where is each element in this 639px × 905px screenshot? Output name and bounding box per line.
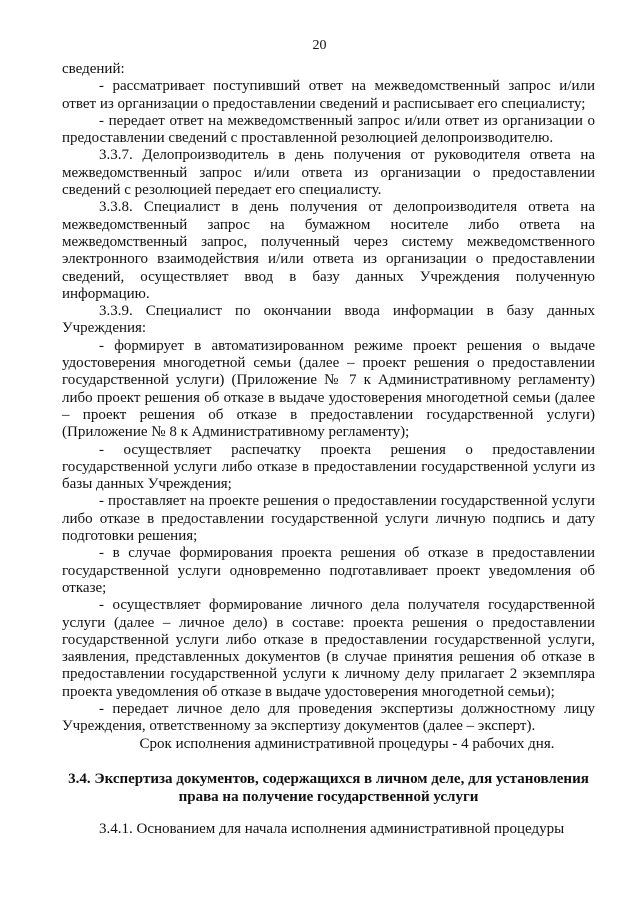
paragraph: 3.3.7. Делопроизводитель в день получения от руководителя ответа на межведомственный запрос и/или ответа из организации о предоставлении сведений с резолюцией передает его специалисту. [62,147,595,199]
paragraph: - осуществляет распечатку проекта решения о предоставлении государственной услуги либо отказе в предоставлении государственной услуги из базы данных Учреждения; [62,441,595,493]
paragraph: - осуществляет формирование личного дела получателя государственной услуги (далее – личное дело) в составе: проекта решения о предоставлении государственной услуги либо отказе в предоставлении государственной услуги, заявления, представленных документов (в случае принятия решения об отказе в предоставлении государственной услуги к личному делу прилагает 2 экземпляра проекта уведомления об отказе в выдаче удостоверения многодетной семьи); [62,597,595,700]
page-number: 20 [312,38,327,53]
document-body [62,61,595,838]
text-block-top [62,61,595,753]
paragraph: - формирует в автоматизированном режиме проект решения о выдаче удостоверения многодетной семьи (далее – проект решения о предоставлении государственной услуги) (Приложение № 7 к Административному регламенту) либо проект решения об отказе в выдаче удостоверения многодетной семьи (далее – проект решения об отказе в предоставлении государственной услуги) (Приложение № 8 к Административному регламенту); [62,337,595,441]
paragraph: 3.3.8. Специалист в день получения от делопроизводителя ответа на межведомственный запрос на бумажном носителе либо ответа на межведомственный запрос, полученный через систему межведомственного электронного взаимодействия и/или ответа из организации о предоставлении сведений, осуществляет ввод в базу данных Учреждения полученную информацию. [62,199,595,302]
paragraph: 3.3.9. Специалист по окончании ввода информации в базу данных Учреждения: [62,303,595,337]
paragraph: - передает личное дело для проведения экспертизы должностному лицу Учреждения, ответственному за экспертизу документов (далее – эксперт). [62,700,595,735]
paragraph: Срок исполнения административной процедуры - 4 рабочих дня. [139,735,555,752]
paragraph: - в случае формирования проекта решения об отказе в предоставлении государственной услуги одновременно подготавливает проект уведомления об отказе; [62,545,595,596]
paragraph: - рассматривает поступивший ответ на межведомственный запрос и/или ответ из организации о предоставлении сведений и расписывает его специалисту; [62,78,595,112]
paragraph: сведений: [62,61,125,77]
paragraph: 3.4.1. Основанием для начала исполнения административной процедуры [99,820,565,837]
paragraph: - передает ответ на межведомственный запрос и/или ответ из организации о предоставлении сведений с проставленной резолюцией делопроизводителю. [62,112,595,147]
text-block-bottom [62,821,595,838]
paragraph: - проставляет на проекте решения о предоставлении государственной услуги либо отказе в предоставлении государственной услуги личную подпись и дату подготовки решения; [62,493,595,545]
section-heading: 3.4. Экспертиза документов, содержащихся в личном деле, для установления права на получение государственной услуги [68,770,589,805]
